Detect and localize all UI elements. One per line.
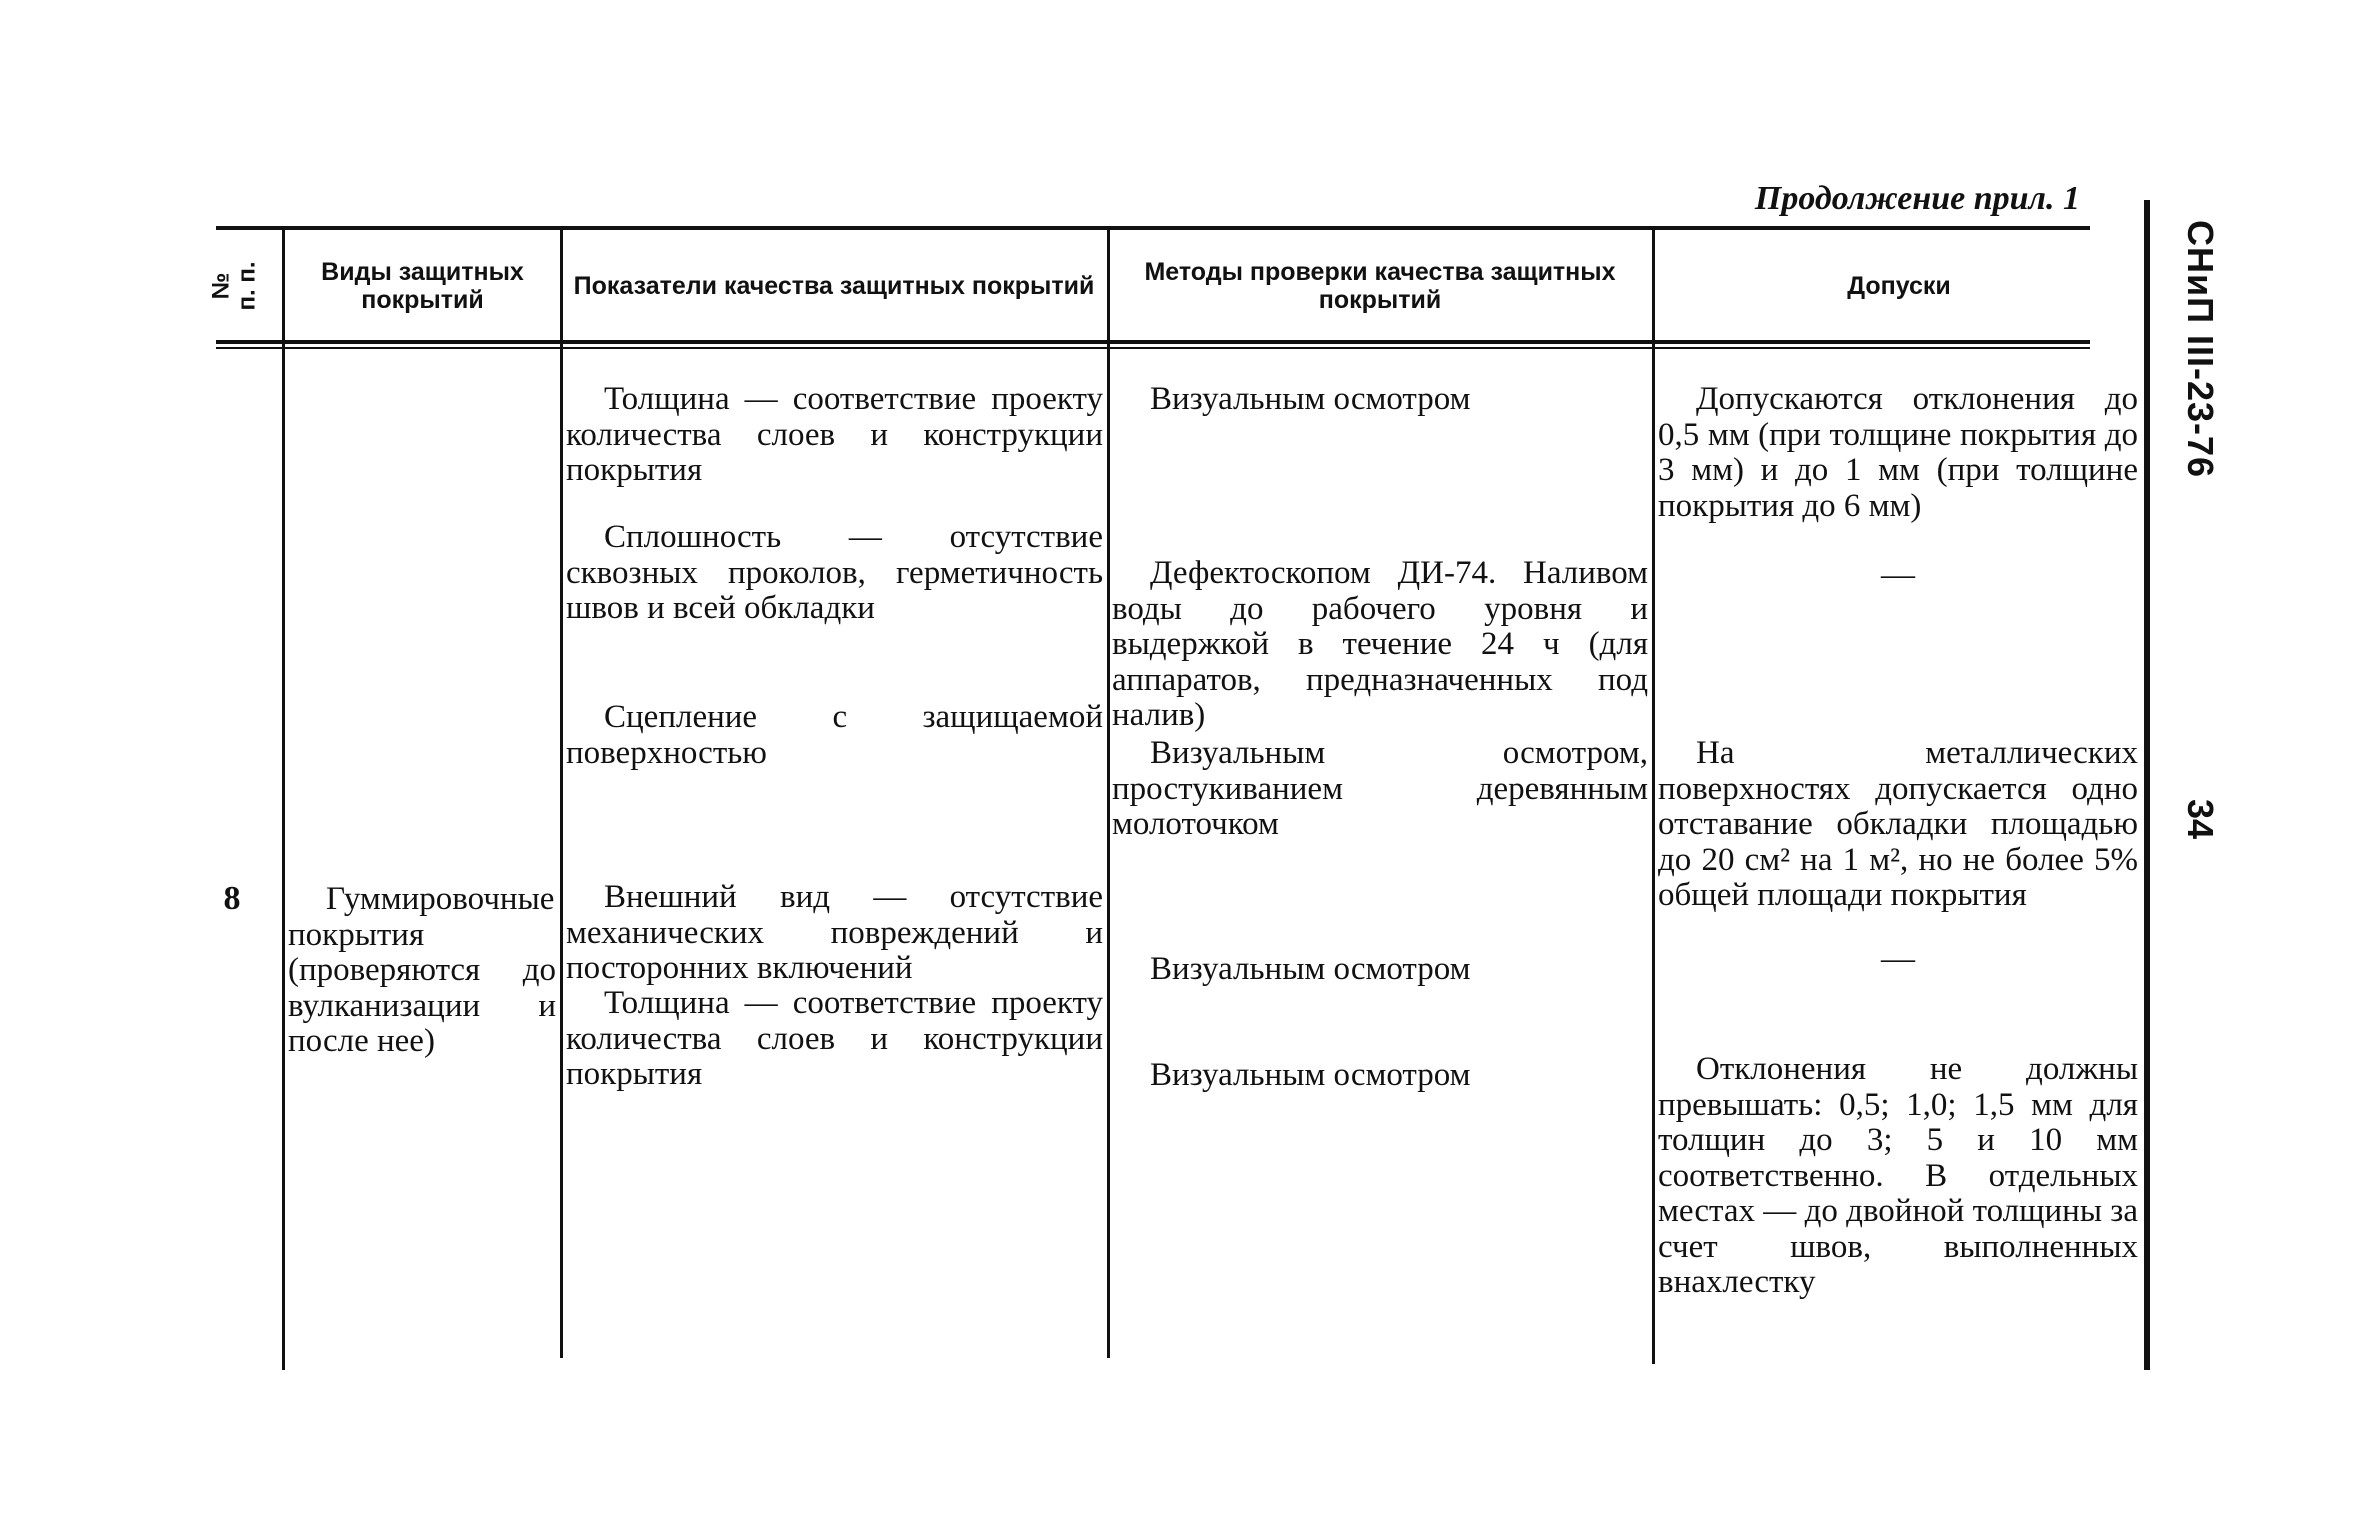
indicator-thickness-after: Толщина — соответствие проекту количества слоев и конструкции покрытия xyxy=(566,985,1103,1092)
tolerance-thickness: Допускаются отклонения до 0,5 мм (при толщине покрытия до 3 мм) и до 1 мм (при толщине покрытия до 6 мм) xyxy=(1658,381,2138,524)
header-tolerances: Допуски xyxy=(1847,272,1951,300)
header-quality-indicators: Показатели качества защитных покрытий xyxy=(573,272,1095,300)
method-visual: Визуальным осмотром xyxy=(1150,381,1471,417)
indicator-continuity: Сплошность — отсутствие сквозных проколов, герметичность швов и всей обкладки xyxy=(566,519,1103,626)
table-top-rule xyxy=(216,226,2090,230)
indicator-adhesion: Сцепление с защищаемой поверхностью xyxy=(566,699,1103,771)
row-number: 8 xyxy=(223,880,241,917)
indicator-appearance: Внешний вид — отсутствие механических повреждений и посторонних включений xyxy=(566,879,1103,986)
header-check-methods: Методы проверки качества защитных покрытий xyxy=(1144,258,1616,314)
page-number: 34 xyxy=(2180,798,2221,840)
method-flaw-detector: Дефектоскопом ДИ-74. Наливом воды до рабочего уровня и выдержкой в течение 24 ч (для аппаратов, предназначенных под налив) xyxy=(1112,555,1648,733)
method-visual-thickness: Визуальным осмотром xyxy=(1150,1057,1471,1093)
method-tapping: Визуальным осмотром, простукиванием деревянным молоточком xyxy=(1112,735,1648,842)
method-visual-appearance: Визуальным осмотром xyxy=(1150,951,1471,987)
tolerance-appearance-dash: — xyxy=(1881,940,1915,977)
tolerance-adhesion: На металлических поверхностях допускается одно отставание обкладки площадью до 20 см² на 1 м², но не более 5% общей площади покрытия xyxy=(1658,735,2138,913)
header-coating-type: Виды защитных покрытий xyxy=(321,258,524,314)
column-divider xyxy=(1107,228,1110,1358)
header-number xyxy=(204,236,264,336)
tolerance-continuity-dash: — xyxy=(1881,556,1915,593)
column-divider xyxy=(1652,228,1655,1364)
coating-type-cell: Гуммировочные покрытия (проверяются до вулканизации и после нее) xyxy=(288,881,556,1059)
header-bottom-rule-double xyxy=(216,347,2090,349)
indicator-thickness: Толщина — соответствие проекту количества слоев и конструкции покрытия xyxy=(566,381,1103,488)
header-bottom-rule xyxy=(216,340,2090,344)
document-code: СНиП III-23-76 xyxy=(2180,219,2221,479)
column-divider xyxy=(282,228,285,1370)
margin-rule xyxy=(2144,200,2150,1370)
header-number-label: № п. п. xyxy=(207,261,260,311)
tolerance-thickness-after: Отклонения не должны превышать: 0,5; 1,0; 1,5 мм для толщин до 3; 5 и 10 мм соответственно. В отдельных местах — до двойной толщины за счет швов, выполненных внахлестку xyxy=(1658,1051,2138,1300)
column-divider xyxy=(560,228,563,1358)
continuation-heading: Продолжение прил. 1 xyxy=(1754,180,2080,217)
